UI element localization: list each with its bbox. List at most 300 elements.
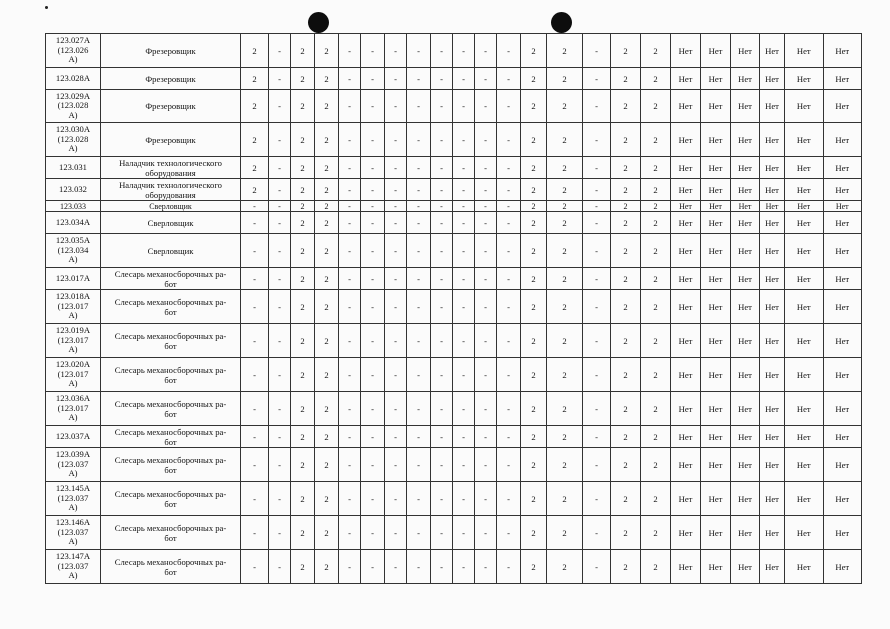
value-cell: - <box>431 212 453 234</box>
table-row <box>46 426 862 448</box>
value-cell: Нет <box>701 179 731 201</box>
value-cell: - <box>475 268 497 290</box>
value-cell: Нет <box>760 234 785 268</box>
value-cell: - <box>269 516 291 550</box>
value-cell: - <box>497 290 521 324</box>
value-cell: 2 <box>611 212 641 234</box>
value-cell: 2 <box>291 234 315 268</box>
value-cell: Нет <box>760 516 785 550</box>
value-cell: Нет <box>785 516 824 550</box>
value-cell: - <box>269 268 291 290</box>
value-cell: 2 <box>291 516 315 550</box>
value-cell: - <box>385 201 407 212</box>
table-row <box>46 448 862 482</box>
value-cell: - <box>339 426 361 448</box>
profession-name-cell: Слесарь механосборочных ра- бот <box>101 324 241 358</box>
value-cell: - <box>269 34 291 68</box>
value-cell: 2 <box>547 290 583 324</box>
value-cell: - <box>407 68 431 90</box>
profession-name-cell: Наладчик технологического оборудования <box>101 157 241 179</box>
value-cell: - <box>361 516 385 550</box>
value-cell: - <box>475 123 497 157</box>
value-cell: 2 <box>521 550 547 584</box>
value-cell: Нет <box>731 448 760 482</box>
value-cell: - <box>407 426 431 448</box>
value-cell: - <box>361 268 385 290</box>
value-cell: - <box>269 90 291 123</box>
value-cell: - <box>361 90 385 123</box>
workplace-assessment-table <box>45 33 862 584</box>
value-cell: 2 <box>547 358 583 392</box>
value-cell: 2 <box>521 234 547 268</box>
value-cell: Нет <box>671 179 701 201</box>
value-cell: Нет <box>701 157 731 179</box>
value-cell: 2 <box>641 268 671 290</box>
value-cell: - <box>583 68 611 90</box>
value-cell: Нет <box>785 157 824 179</box>
value-cell: Нет <box>671 426 701 448</box>
value-cell: - <box>241 516 269 550</box>
table-row <box>46 234 862 268</box>
value-cell: 2 <box>291 268 315 290</box>
value-cell: - <box>407 234 431 268</box>
value-cell: - <box>453 448 475 482</box>
value-cell: - <box>475 34 497 68</box>
value-cell: - <box>339 234 361 268</box>
value-cell: 2 <box>291 448 315 482</box>
punch-hole-left <box>308 12 329 33</box>
value-cell: 2 <box>241 123 269 157</box>
value-cell: - <box>407 550 431 584</box>
value-cell: 2 <box>315 201 339 212</box>
value-cell: - <box>583 34 611 68</box>
table-row <box>46 358 862 392</box>
value-cell: 2 <box>547 324 583 358</box>
value-cell: - <box>431 426 453 448</box>
value-cell: - <box>453 234 475 268</box>
value-cell: - <box>361 358 385 392</box>
value-cell: 2 <box>291 34 315 68</box>
value-cell: - <box>339 448 361 482</box>
value-cell: Нет <box>701 550 731 584</box>
value-cell: 2 <box>611 482 641 516</box>
value-cell: - <box>497 157 521 179</box>
value-cell: - <box>497 324 521 358</box>
value-cell: 2 <box>547 157 583 179</box>
value-cell: Нет <box>823 290 862 324</box>
value-cell: Нет <box>671 234 701 268</box>
table-row <box>46 68 862 90</box>
value-cell: - <box>241 392 269 426</box>
value-cell: - <box>583 358 611 392</box>
value-cell: Нет <box>701 34 731 68</box>
value-cell: - <box>339 201 361 212</box>
scan-speck <box>45 6 48 9</box>
workplace-code-cell: 123.034А <box>46 212 101 234</box>
value-cell: - <box>339 324 361 358</box>
profession-name-cell: Слесарь механосборочных ра- бот <box>101 392 241 426</box>
value-cell: Нет <box>760 157 785 179</box>
value-cell: Нет <box>671 90 701 123</box>
value-cell: Нет <box>823 34 862 68</box>
value-cell: - <box>583 123 611 157</box>
value-cell: - <box>583 516 611 550</box>
value-cell: 2 <box>611 157 641 179</box>
value-cell: 2 <box>291 426 315 448</box>
table-row <box>46 482 862 516</box>
value-cell: - <box>497 482 521 516</box>
value-cell: 2 <box>611 550 641 584</box>
value-cell: Нет <box>760 324 785 358</box>
value-cell: 2 <box>611 516 641 550</box>
value-cell: 2 <box>521 212 547 234</box>
value-cell: - <box>269 324 291 358</box>
value-cell: - <box>497 426 521 448</box>
value-cell: Нет <box>823 324 862 358</box>
value-cell: - <box>497 179 521 201</box>
profession-name-cell: Слесарь механосборочных ра- бот <box>101 268 241 290</box>
value-cell: Нет <box>785 123 824 157</box>
value-cell: - <box>241 268 269 290</box>
value-cell: Нет <box>701 516 731 550</box>
value-cell: Нет <box>760 392 785 426</box>
value-cell: - <box>583 157 611 179</box>
value-cell: Нет <box>731 34 760 68</box>
profession-name-cell: Слесарь механосборочных ра- бот <box>101 290 241 324</box>
value-cell: - <box>385 426 407 448</box>
value-cell: 2 <box>547 516 583 550</box>
value-cell: 2 <box>241 179 269 201</box>
value-cell: Нет <box>671 68 701 90</box>
workplace-code-cell: 123.039А (123.037 А) <box>46 448 101 482</box>
value-cell: Нет <box>785 290 824 324</box>
value-cell: 2 <box>547 212 583 234</box>
value-cell: - <box>453 68 475 90</box>
value-cell: 2 <box>291 68 315 90</box>
value-cell: Нет <box>823 123 862 157</box>
value-cell: 2 <box>521 34 547 68</box>
value-cell: 2 <box>611 179 641 201</box>
value-cell: Нет <box>785 324 824 358</box>
value-cell: - <box>431 358 453 392</box>
value-cell: - <box>431 201 453 212</box>
value-cell: - <box>269 426 291 448</box>
value-cell: - <box>453 179 475 201</box>
value-cell: - <box>475 516 497 550</box>
value-cell: - <box>407 157 431 179</box>
value-cell: - <box>431 448 453 482</box>
value-cell: Нет <box>760 212 785 234</box>
value-cell: 2 <box>547 426 583 448</box>
value-cell: 2 <box>291 550 315 584</box>
value-cell: - <box>431 157 453 179</box>
value-cell: 2 <box>521 268 547 290</box>
value-cell: - <box>453 34 475 68</box>
value-cell: Нет <box>671 212 701 234</box>
value-cell: 2 <box>641 290 671 324</box>
value-cell: - <box>407 268 431 290</box>
value-cell: Нет <box>760 550 785 584</box>
value-cell: - <box>361 392 385 426</box>
value-cell: - <box>241 448 269 482</box>
workplace-code-cell: 123.030А (123.028 А) <box>46 123 101 157</box>
profession-name-cell: Фрезеровщик <box>101 68 241 90</box>
value-cell: Нет <box>671 448 701 482</box>
value-cell: - <box>385 90 407 123</box>
value-cell: - <box>269 234 291 268</box>
value-cell: 2 <box>547 123 583 157</box>
value-cell: - <box>361 324 385 358</box>
value-cell: Нет <box>731 358 760 392</box>
value-cell: - <box>497 90 521 123</box>
value-cell: Нет <box>823 212 862 234</box>
value-cell: 2 <box>315 482 339 516</box>
value-cell: Нет <box>701 268 731 290</box>
value-cell: 2 <box>547 392 583 426</box>
value-cell: 2 <box>315 123 339 157</box>
value-cell: Нет <box>760 123 785 157</box>
profession-name-cell: Фрезеровщик <box>101 34 241 68</box>
value-cell: 2 <box>521 448 547 482</box>
value-cell: - <box>241 550 269 584</box>
value-cell: - <box>339 550 361 584</box>
table-row <box>46 324 862 358</box>
value-cell: - <box>241 426 269 448</box>
workplace-code-cell: 123.036А (123.017 А) <box>46 392 101 426</box>
value-cell: - <box>385 324 407 358</box>
value-cell: - <box>339 157 361 179</box>
value-cell: 2 <box>611 201 641 212</box>
value-cell: - <box>241 358 269 392</box>
value-cell: 2 <box>315 34 339 68</box>
value-cell: Нет <box>731 68 760 90</box>
workplace-code-cell: 123.145А (123.037 А) <box>46 482 101 516</box>
value-cell: 2 <box>291 392 315 426</box>
value-cell: - <box>385 68 407 90</box>
value-cell: 2 <box>641 392 671 426</box>
value-cell: - <box>453 123 475 157</box>
value-cell: - <box>475 290 497 324</box>
value-cell: - <box>431 123 453 157</box>
value-cell: - <box>453 268 475 290</box>
workplace-code-cell: 123.032 <box>46 179 101 201</box>
value-cell: 2 <box>521 482 547 516</box>
value-cell: Нет <box>785 234 824 268</box>
value-cell: 2 <box>521 157 547 179</box>
value-cell: Нет <box>701 392 731 426</box>
value-cell: - <box>361 482 385 516</box>
value-cell: Нет <box>671 201 701 212</box>
value-cell: - <box>431 290 453 324</box>
profession-name-cell: Наладчик технологического оборудования <box>101 179 241 201</box>
value-cell: - <box>269 290 291 324</box>
value-cell: 2 <box>611 358 641 392</box>
value-cell: - <box>497 550 521 584</box>
value-cell: Нет <box>671 123 701 157</box>
value-cell: Нет <box>671 516 701 550</box>
workplace-code-cell: 123.147А (123.037 А) <box>46 550 101 584</box>
value-cell: - <box>407 90 431 123</box>
value-cell: - <box>453 90 475 123</box>
value-cell: Нет <box>785 448 824 482</box>
value-cell: Нет <box>731 324 760 358</box>
value-cell: - <box>269 212 291 234</box>
table-row <box>46 157 862 179</box>
value-cell: - <box>361 179 385 201</box>
value-cell: - <box>475 426 497 448</box>
value-cell: - <box>453 550 475 584</box>
value-cell: Нет <box>823 268 862 290</box>
value-cell: - <box>475 550 497 584</box>
value-cell: 2 <box>521 324 547 358</box>
value-cell: - <box>241 482 269 516</box>
value-cell: Нет <box>701 290 731 324</box>
value-cell: - <box>269 448 291 482</box>
value-cell: Нет <box>823 550 862 584</box>
value-cell: Нет <box>785 268 824 290</box>
value-cell: - <box>583 448 611 482</box>
table-row <box>46 90 862 123</box>
value-cell: Нет <box>701 448 731 482</box>
value-cell: - <box>453 212 475 234</box>
value-cell: 2 <box>611 68 641 90</box>
value-cell: 2 <box>641 201 671 212</box>
profession-name-cell: Слесарь механосборочных ра- бот <box>101 426 241 448</box>
value-cell: Нет <box>785 201 824 212</box>
workplace-code-cell: 123.146А (123.037 А) <box>46 516 101 550</box>
value-cell: Нет <box>785 90 824 123</box>
workplace-code-cell: 123.020А (123.017 А) <box>46 358 101 392</box>
value-cell: 2 <box>547 448 583 482</box>
value-cell: - <box>497 268 521 290</box>
value-cell: - <box>497 516 521 550</box>
value-cell: - <box>453 157 475 179</box>
value-cell: - <box>407 201 431 212</box>
value-cell: Нет <box>760 179 785 201</box>
workplace-code-cell: 123.027А (123.026 А) <box>46 34 101 68</box>
value-cell: - <box>497 358 521 392</box>
value-cell: 2 <box>641 179 671 201</box>
value-cell: - <box>583 212 611 234</box>
value-cell: 2 <box>315 90 339 123</box>
value-cell: - <box>269 392 291 426</box>
value-cell: - <box>475 157 497 179</box>
value-cell: - <box>431 550 453 584</box>
profession-name-cell: Сверловщик <box>101 201 241 212</box>
value-cell: - <box>407 448 431 482</box>
value-cell: 2 <box>521 201 547 212</box>
workplace-code-cell: 123.019А (123.017 А) <box>46 324 101 358</box>
profession-name-cell: Сверловщик <box>101 234 241 268</box>
value-cell: - <box>407 290 431 324</box>
value-cell: Нет <box>760 358 785 392</box>
value-cell: - <box>431 34 453 68</box>
value-cell: 2 <box>241 34 269 68</box>
value-cell: 2 <box>521 68 547 90</box>
value-cell: 2 <box>611 426 641 448</box>
value-cell: - <box>339 392 361 426</box>
value-cell: - <box>269 179 291 201</box>
value-cell: Нет <box>823 516 862 550</box>
value-cell: 2 <box>315 290 339 324</box>
value-cell: 2 <box>641 68 671 90</box>
value-cell: 2 <box>521 426 547 448</box>
value-cell: Нет <box>731 392 760 426</box>
value-cell: Нет <box>671 268 701 290</box>
value-cell: Нет <box>760 268 785 290</box>
value-cell: 2 <box>291 358 315 392</box>
value-cell: - <box>497 123 521 157</box>
value-cell: - <box>241 234 269 268</box>
value-cell: 2 <box>611 290 641 324</box>
value-cell: Нет <box>760 68 785 90</box>
value-cell: 2 <box>241 157 269 179</box>
value-cell: Нет <box>731 516 760 550</box>
value-cell: - <box>339 212 361 234</box>
value-cell: 2 <box>521 290 547 324</box>
value-cell: - <box>269 358 291 392</box>
value-cell: - <box>385 268 407 290</box>
value-cell: Нет <box>701 212 731 234</box>
value-cell: 2 <box>547 268 583 290</box>
value-cell: Нет <box>823 68 862 90</box>
value-cell: - <box>339 268 361 290</box>
value-cell: 2 <box>291 482 315 516</box>
value-cell: 2 <box>315 426 339 448</box>
value-cell: - <box>497 34 521 68</box>
value-cell: - <box>339 90 361 123</box>
value-cell: Нет <box>731 268 760 290</box>
value-cell: - <box>583 201 611 212</box>
profession-name-cell: Слесарь механосборочных ра- бот <box>101 358 241 392</box>
value-cell: 2 <box>547 90 583 123</box>
value-cell: - <box>583 482 611 516</box>
value-cell: 2 <box>641 516 671 550</box>
value-cell: Нет <box>731 212 760 234</box>
punch-hole-right <box>551 12 572 33</box>
value-cell: 2 <box>611 392 641 426</box>
workplace-code-cell: 123.029А (123.028 А) <box>46 90 101 123</box>
value-cell: Нет <box>671 324 701 358</box>
value-cell: Нет <box>823 358 862 392</box>
value-cell: - <box>385 516 407 550</box>
value-cell: 2 <box>641 90 671 123</box>
table-row <box>46 34 862 68</box>
value-cell: - <box>385 179 407 201</box>
value-cell: Нет <box>671 392 701 426</box>
value-cell: - <box>497 68 521 90</box>
value-cell: - <box>583 268 611 290</box>
value-cell: - <box>453 290 475 324</box>
value-cell: 2 <box>547 179 583 201</box>
value-cell: - <box>385 123 407 157</box>
value-cell: - <box>431 482 453 516</box>
value-cell: - <box>361 68 385 90</box>
value-cell: 2 <box>241 68 269 90</box>
value-cell: 2 <box>315 516 339 550</box>
value-cell: 2 <box>291 212 315 234</box>
value-cell: 2 <box>291 179 315 201</box>
table-row <box>46 516 862 550</box>
profession-name-cell: Слесарь механосборочных ра- бот <box>101 482 241 516</box>
value-cell: Нет <box>823 201 862 212</box>
value-cell: - <box>431 324 453 358</box>
value-cell: - <box>407 179 431 201</box>
value-cell: Нет <box>731 90 760 123</box>
value-cell: - <box>385 157 407 179</box>
value-cell: Нет <box>701 90 731 123</box>
value-cell: - <box>361 550 385 584</box>
